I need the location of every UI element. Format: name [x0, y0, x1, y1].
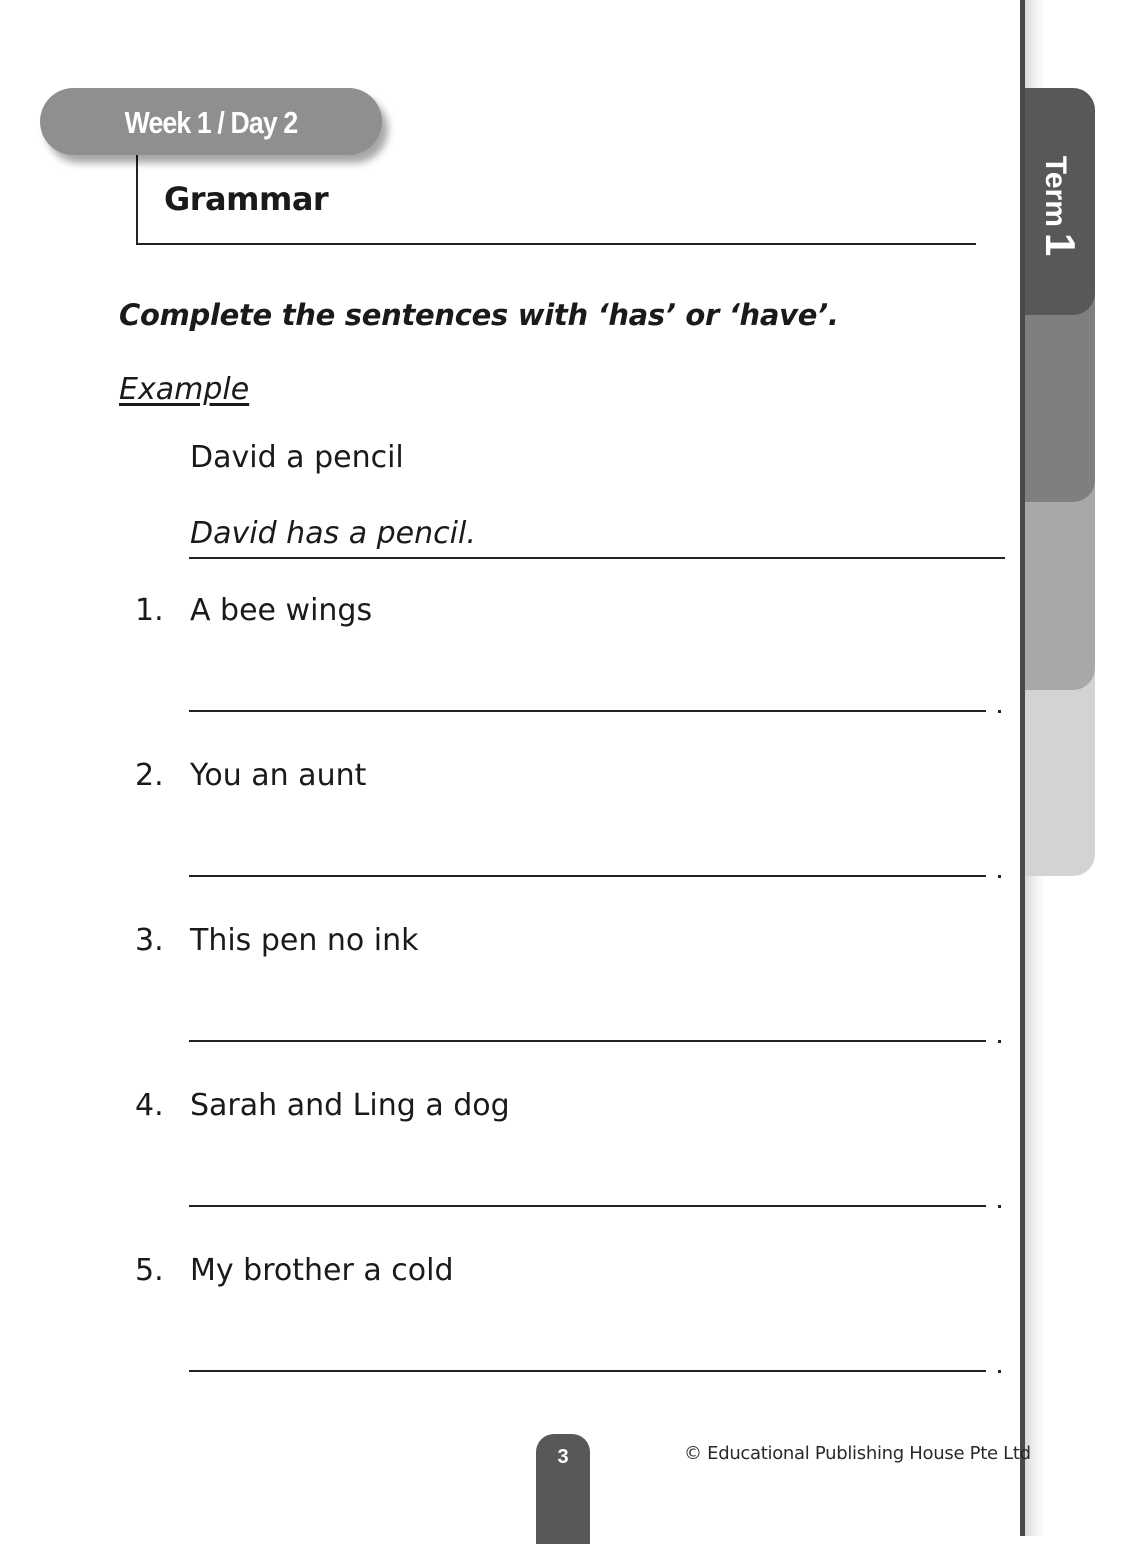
question-text: A bee wings [190, 593, 373, 628]
question-number: 3. [135, 923, 164, 958]
full-stop [998, 710, 1001, 713]
full-stop [998, 875, 1001, 878]
week-day-label: Week 1 / Day 2 [124, 105, 298, 140]
example-label: Example [119, 372, 250, 407]
answer-line-5[interactable] [189, 1370, 986, 1372]
side-tab-term-1[interactable] [1025, 88, 1095, 315]
answer-line-1[interactable] [189, 710, 986, 712]
example-answer-line [189, 557, 1005, 559]
full-stop [998, 1040, 1001, 1043]
example-answer: David has a pencil. [190, 516, 476, 551]
answer-line-4[interactable] [189, 1205, 986, 1207]
page-number-tab [536, 1434, 590, 1544]
question-text: You an aunt [190, 758, 367, 793]
term-word: Term [1039, 155, 1072, 227]
question-number: 1. [135, 593, 164, 628]
section-title: Grammar [164, 180, 329, 218]
question-number: 2. [135, 758, 164, 793]
full-stop [998, 1370, 1001, 1373]
answer-line-3[interactable] [189, 1040, 986, 1042]
side-tab-4[interactable] [1025, 670, 1095, 876]
question-number: 5. [135, 1253, 164, 1288]
side-tab-2[interactable] [1025, 290, 1095, 502]
question-text: This pen no ink [190, 923, 419, 958]
term-tab-label [1036, 156, 1084, 257]
term-number: 1 [1037, 232, 1084, 257]
side-tab-3[interactable] [1025, 480, 1095, 690]
page-number: 3 [557, 1446, 569, 1468]
instruction-text: Complete the sentences with ‘has’ or ‘have’. [119, 298, 839, 332]
copyright-notice: © Educational Publishing House Pte Ltd [684, 1443, 1031, 1464]
answer-line-2[interactable] [189, 875, 986, 877]
week-day-badge [40, 88, 382, 155]
question-number: 4. [135, 1088, 164, 1123]
full-stop [998, 1205, 1001, 1208]
question-text: Sarah and Ling a dog [190, 1088, 510, 1123]
question-text: My brother a cold [190, 1253, 454, 1288]
example-question: David a pencil [190, 440, 404, 475]
